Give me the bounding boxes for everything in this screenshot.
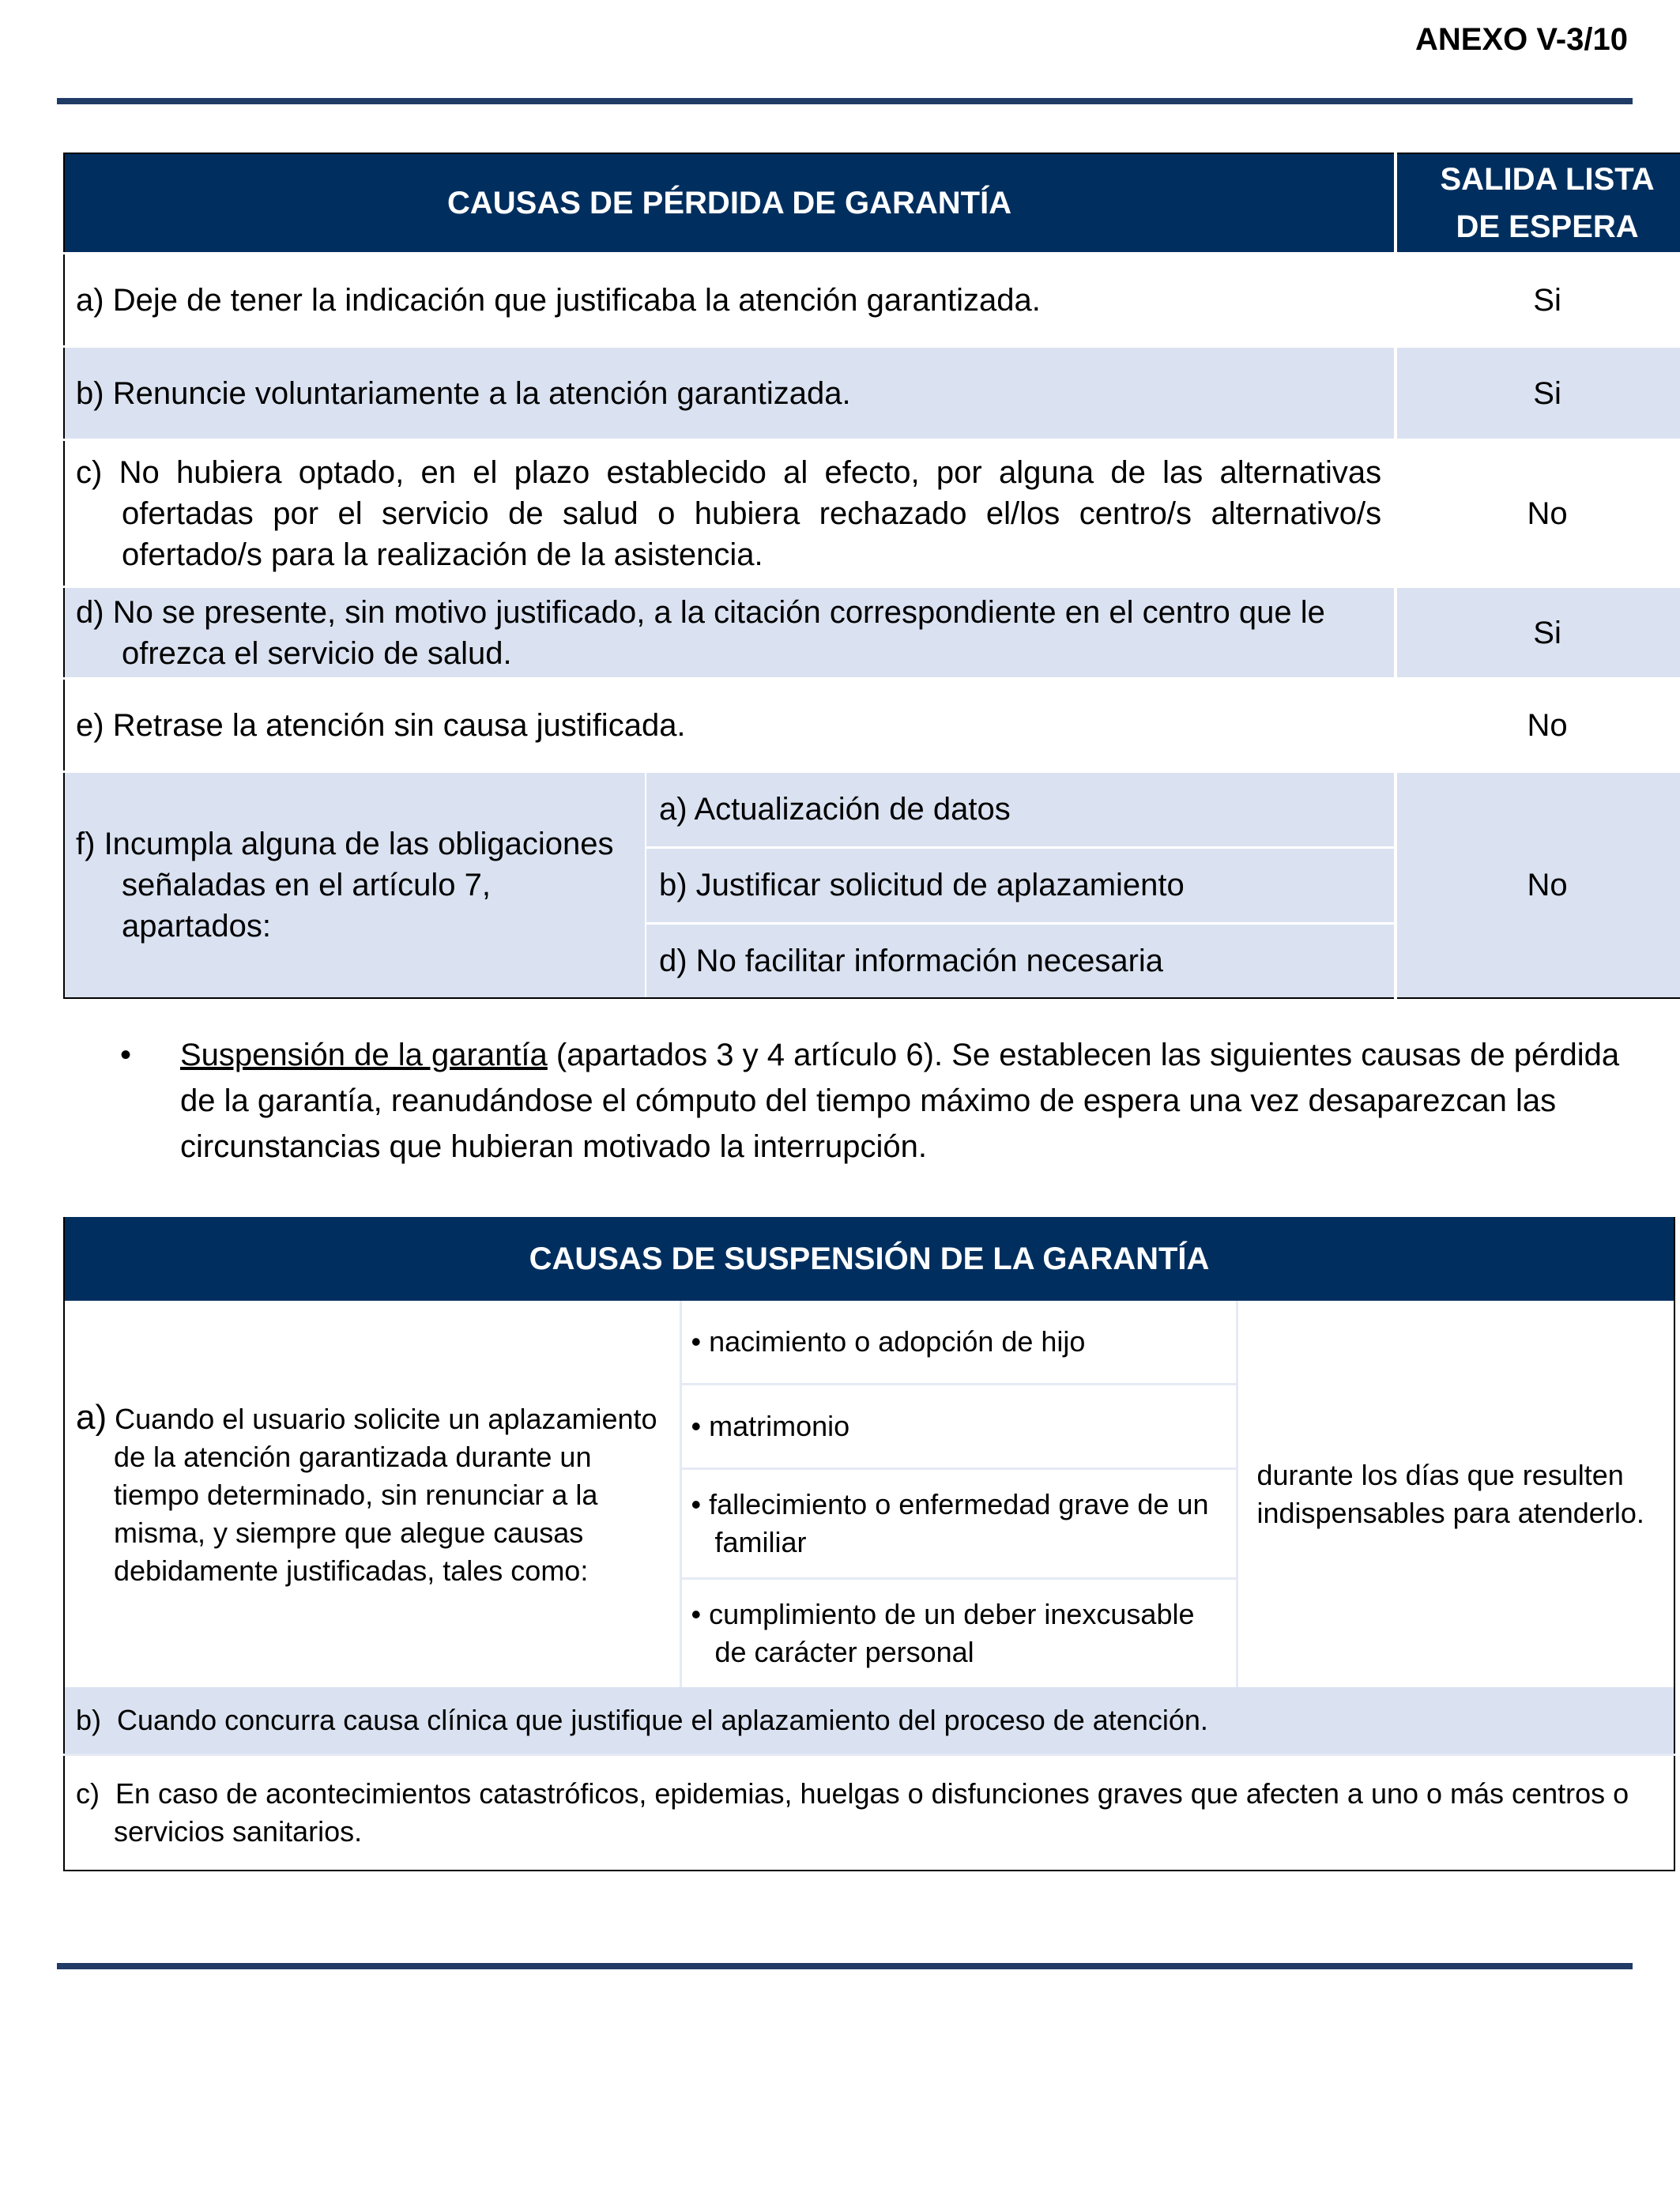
row-cause: d) No se presente, sin motivo justificado, a la citación correspondiente en el centro que le ofrezca el servicio de salud. <box>64 587 1396 679</box>
row-value: No <box>1396 772 1680 999</box>
table-header-row <box>64 153 1680 254</box>
row-value: No <box>1396 679 1680 772</box>
row-cause: c) No hubiera optado, en el plazo establecido al efecto, por alguna de las alternativas ofertadas por el servicio de salud o hubiera rechazado el/los centro/s alternativo/s ofertado/s para la realización de la asistencia. <box>64 440 1396 587</box>
table-row-f <box>64 772 1680 999</box>
cause-item: • cumplimiento de un deber inexcusable de carácter personal <box>680 1579 1237 1688</box>
suspension-header: CAUSAS DE SUSPENSIÓN DE LA GARANTÍA <box>64 1217 1674 1301</box>
cause-item: • matrimonio <box>680 1385 1237 1469</box>
row-b-text: b) Cuando concurra causa clínica que justifique el aplazamiento del proceso de atención. <box>64 1687 1674 1755</box>
row-f-sub-item: a) Actualización de datos <box>646 773 1394 847</box>
col-header-waitlist-line1: SALIDA LISTA <box>1440 162 1655 197</box>
row-f-text: f) Incumpla alguna de las obligaciones señaladas en el artículo 7, apartados: <box>65 773 646 997</box>
suspension-paragraph <box>180 1032 1631 1170</box>
suspension-text: (apartados 3 y 4 artículo 6). Se establecen las siguientes causas de pérdida de la garantía, reanudándose el cómputo del tiempo máximo de espera una vez desaparezcan las circunstancias que hubieran motivado la interrupción. <box>180 1038 1620 1164</box>
row-f-inner-table <box>65 773 1394 997</box>
table-row <box>64 679 1680 772</box>
row-value: Si <box>1396 347 1680 440</box>
row-c-text: c) En caso de acontecimientos catastróficos, epidemias, huelgas o disfunciones graves que afecten a uno o más centros o servicios sanitarios. <box>64 1755 1674 1871</box>
row-value: No <box>1396 440 1680 587</box>
row-cause: b) Renuncie voluntariamente a la atención garantizada. <box>64 347 1396 440</box>
row-f-sub-item: d) No facilitar información necesaria <box>646 923 1394 997</box>
duration-text: durante los días que resulten indispensables para atenderlo. <box>1256 1458 1644 1529</box>
row-cause <box>64 772 1396 999</box>
table-row <box>64 254 1680 347</box>
col-header-causes: CAUSAS DE PÉRDIDA DE GARANTÍA <box>64 153 1396 254</box>
loss-of-guarantee-table <box>63 153 1680 999</box>
cause-item: • nacimiento o adopción de hijo <box>680 1301 1237 1385</box>
table-row <box>64 347 1680 440</box>
table-row-c <box>64 1755 1674 1871</box>
row-cause: e) Retrase la atención sin causa justificada. <box>64 679 1396 772</box>
col-header-waitlist-line2: DE ESPERA <box>1456 209 1639 244</box>
suspension-table <box>63 1217 1675 1871</box>
table-header-row <box>64 1217 1674 1301</box>
row-f-sub-row <box>65 773 1394 847</box>
top-divider <box>57 98 1633 104</box>
row-f-sub-item: b) Justificar solicitud de aplazamiento <box>646 847 1394 923</box>
bullet-marker: • <box>120 1038 132 1072</box>
bottom-divider <box>57 1963 1633 1969</box>
table-row-a <box>64 1301 1674 1385</box>
row-value: Si <box>1396 254 1680 347</box>
table-row <box>64 440 1680 587</box>
col-header-waitlist <box>1396 153 1680 254</box>
row-a-text: a) Cuando el usuario solicite un aplazamiento de la atención garantizada durante un tiempo determinado, sin renunciar a la misma, y siempre que alegue causas debidamente justificadas, tales como: <box>64 1301 680 1687</box>
table-row-b <box>64 1687 1674 1755</box>
page-label: ANEXO V-3/10 <box>1414 22 1628 57</box>
row-cause: a) Deje de tener la indicación que justificaba la atención garantizada. <box>64 254 1396 347</box>
suspension-link: Suspensión de la garantía <box>180 1038 548 1072</box>
cause-item: • fallecimiento o enfermedad grave de un familiar <box>680 1469 1237 1579</box>
table-row <box>64 587 1680 679</box>
row-value: Si <box>1396 587 1680 679</box>
